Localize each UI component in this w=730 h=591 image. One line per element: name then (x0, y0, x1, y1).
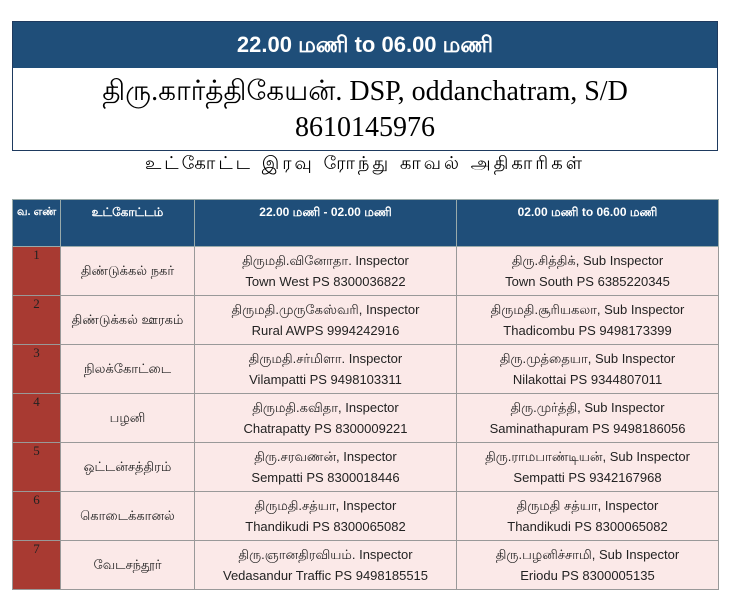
row-officer-first-shift (195, 394, 457, 443)
row-officer-first-shift (195, 492, 457, 541)
row-number: 6 (13, 492, 61, 541)
row-subdivision: கொடைக்கானல் (61, 492, 195, 541)
officer-station-phone: Sempatti PS 9342167968 (513, 470, 662, 485)
row-subdivision: ஒட்டன்சத்திரம் (61, 443, 195, 492)
officer-name: திரு.ஞானதிரவியம். Inspector (238, 547, 413, 562)
officer-name: திரு.முத்தையா, Sub Inspector (499, 351, 676, 366)
shift-officer-phone: 8610145976 (295, 112, 435, 143)
row-officer-first-shift (195, 541, 457, 590)
header-serial: வ. எண் (13, 200, 61, 247)
row-number: 3 (13, 345, 61, 394)
officer-station-phone: Rural AWPS 9994242916 (251, 323, 400, 338)
row-officer-second-shift (457, 247, 719, 296)
officer-station-phone: Vedasandur Traffic PS 9498185515 (222, 568, 429, 583)
officer-name: திருமதி.சர்மிளா. Inspector (248, 351, 403, 366)
row-officer-first-shift (195, 345, 457, 394)
table-row (13, 492, 719, 541)
row-officer-first-shift (195, 296, 457, 345)
row-officer-second-shift (457, 345, 719, 394)
officer-station-phone: Thandikudi PS 8300065082 (507, 519, 668, 534)
officer-station-phone: Vilampatti PS 9498103311 (249, 372, 402, 387)
row-number: 1 (13, 247, 61, 296)
header-shift-second: 02.00 மணி to 06.00 மணி (457, 200, 719, 247)
shift-officer-name: திரு.கார்த்திகேயன். DSP, oddanchatram, S/D (102, 76, 628, 107)
row-officer-second-shift (457, 296, 719, 345)
officer-name: திரு.பழனிச்சாமி, Sub Inspector (495, 547, 680, 562)
row-officer-second-shift (457, 541, 719, 590)
officer-station-phone: Town South PS 6385220345 (505, 274, 670, 289)
officer-name: திரு.முர்த்தி, Sub Inspector (510, 400, 665, 415)
officer-station-phone: Thadicombu PS 9498173399 (503, 323, 672, 338)
officer-name: திருமதி.சத்யா, Inspector (254, 498, 397, 513)
officer-name: திரு.சித்திக், Sub Inspector (511, 253, 664, 268)
row-subdivision: பழனி (61, 394, 195, 443)
table-row (13, 247, 719, 296)
row-number: 4 (13, 394, 61, 443)
row-officer-second-shift (457, 394, 719, 443)
officer-station-phone: Sempatti PS 8300018446 (251, 470, 400, 485)
officer-name: திரு.ராமபாண்டியன், Sub Inspector (485, 449, 690, 464)
officer-name: திருமதி.சூரியகலா, Sub Inspector (490, 302, 685, 317)
officer-name: திருமதி.கவிதா, Inspector (252, 400, 399, 415)
officer-station-phone: Saminathapuram PS 9498186056 (489, 421, 686, 436)
header-subdivision: உட்கோட்டம் (61, 200, 195, 247)
header-shift-first: 22.00 மணி - 02.00 மணி (195, 200, 457, 247)
table-row (13, 541, 719, 590)
row-number: 2 (13, 296, 61, 345)
shift-officer (13, 74, 717, 146)
officer-name: திருமதி சத்யா, Inspector (516, 498, 659, 513)
row-subdivision: நிலக்கோட்டை (61, 345, 195, 394)
officer-station-phone: Thandikudi PS 8300065082 (245, 519, 406, 534)
row-officer-second-shift (457, 492, 719, 541)
officer-station-phone: Town West PS 8300036822 (245, 274, 406, 289)
roster-table (12, 199, 719, 590)
table-row (13, 394, 719, 443)
shift-panel (12, 21, 718, 151)
officer-station-phone: Eriodu PS 8300005135 (520, 568, 655, 583)
shift-header: 22.00 மணி to 06.00 மணி (13, 22, 717, 68)
officer-station-phone: Chatrapatty PS 8300009221 (243, 421, 408, 436)
row-officer-first-shift (195, 247, 457, 296)
officer-name: திருமதி.வினோதா. Inspector (242, 253, 409, 268)
roster-header-row (13, 200, 719, 247)
table-row (13, 296, 719, 345)
row-subdivision: வேடசந்தூர் (61, 541, 195, 590)
officer-station-phone: Nilakottai PS 9344807011 (512, 372, 663, 387)
row-officer-second-shift (457, 443, 719, 492)
officer-name: திருமதி.முருகேஸ்வரி, Inspector (231, 302, 420, 317)
row-officer-first-shift (195, 443, 457, 492)
row-number: 5 (13, 443, 61, 492)
table-row (13, 345, 719, 394)
officer-name: திரு.சரவணன், Inspector (254, 449, 397, 464)
table-row (13, 443, 719, 492)
row-subdivision: திண்டுக்கல் நகர் (61, 247, 195, 296)
row-subdivision: திண்டுக்கல் ஊரகம் (61, 296, 195, 345)
roster-title: உட்கோட்ட இரவு ரோந்து காவல் அதிகாரிகள் (144, 153, 586, 174)
row-number: 7 (13, 541, 61, 590)
